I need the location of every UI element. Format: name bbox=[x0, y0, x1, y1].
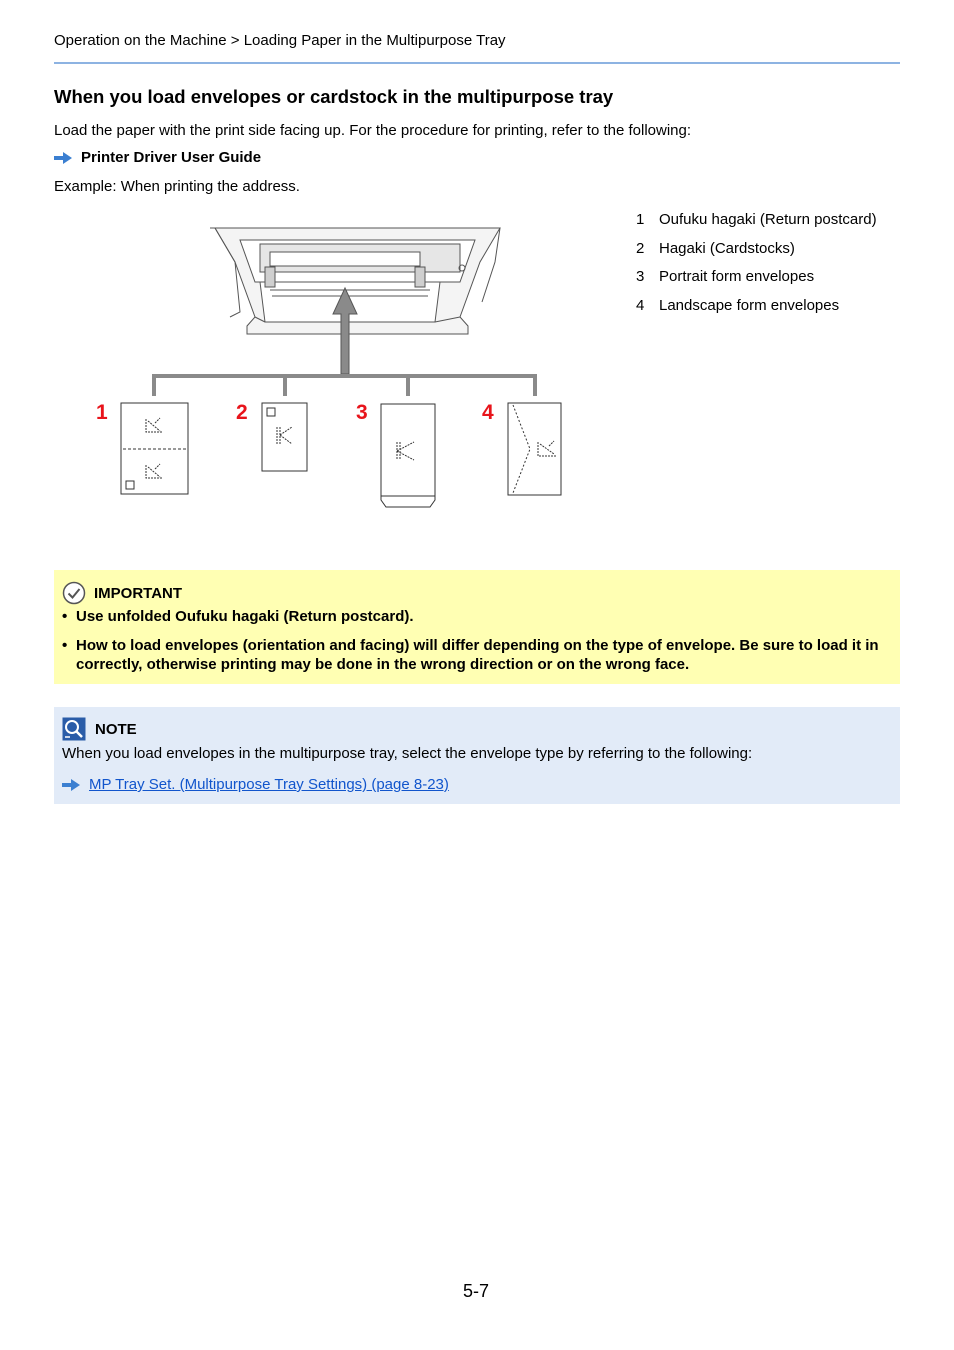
note-heading: NOTE bbox=[95, 720, 137, 738]
legend-item bbox=[636, 240, 877, 269]
intro-text: Load the paper with the print side facing up. For the procedure for printing, refer to the following: bbox=[54, 122, 692, 139]
breadcrumb: Operation on the Machine > Loading Paper in the Multipurpose Tray bbox=[54, 32, 506, 49]
important-heading: IMPORTANT bbox=[94, 584, 183, 602]
legend-number: 4 bbox=[636, 297, 645, 315]
bullet-dot: • bbox=[62, 608, 68, 625]
bullet-dot: • bbox=[62, 637, 68, 654]
note-box bbox=[54, 707, 900, 804]
reference-link[interactable] bbox=[54, 149, 261, 166]
note-link-row[interactable] bbox=[62, 776, 449, 793]
legend-number: 3 bbox=[636, 268, 645, 286]
envelope-portrait bbox=[381, 404, 435, 507]
important-bullet bbox=[62, 636, 882, 674]
checkmark-circle-icon bbox=[62, 581, 86, 605]
mp-tray-settings-link[interactable]: MP Tray Set. (Multipurpose Tray Settings) (page 8-23) bbox=[89, 776, 449, 793]
example-text: Example: When printing the address. bbox=[54, 178, 300, 195]
header-rule bbox=[54, 62, 900, 64]
note-text: When you load envelopes in the multipurpose tray, select the envelope type by referring to the following: bbox=[62, 745, 753, 762]
arrow-right-icon bbox=[54, 152, 72, 164]
envelope-hagaki bbox=[262, 403, 307, 471]
legend-number: 2 bbox=[636, 239, 645, 257]
bullet-text: How to load envelopes (orientation and facing) will differ depending on the type of envelope. Be sure to load it in correctly, otherwise printing may be done in the wrong direction or on the wrong face. bbox=[76, 637, 879, 673]
note-heading-row bbox=[62, 717, 137, 741]
printer-tray-drawing bbox=[210, 228, 500, 334]
legend-number: 1 bbox=[636, 211, 645, 228]
legend-label: Hagaki (Cardstocks) bbox=[659, 239, 795, 257]
reference-label: Printer Driver User Guide bbox=[81, 149, 262, 166]
legend-label: Landscape form envelopes bbox=[659, 297, 840, 315]
bullet-text: Use unfolded Oufuku hagaki (Return postcard). bbox=[76, 608, 414, 625]
legend-item bbox=[636, 297, 877, 326]
callout-1: 1 bbox=[96, 401, 108, 424]
envelope-landscape bbox=[508, 403, 561, 495]
page-number: 5-7 bbox=[463, 1281, 490, 1301]
callout-4: 4 bbox=[482, 401, 494, 424]
important-box bbox=[54, 570, 900, 684]
important-bullet bbox=[62, 607, 882, 626]
legend-label: Oufuku hagaki (Return postcard) bbox=[659, 211, 877, 228]
callout-3: 3 bbox=[356, 401, 368, 424]
envelope-loading-illustration bbox=[90, 222, 570, 522]
section-title: When you load envelopes or cardstock in the multipurpose tray bbox=[54, 86, 614, 107]
callout-2: 2 bbox=[236, 401, 248, 424]
note-icon bbox=[62, 717, 86, 741]
connector-bracket bbox=[152, 376, 537, 396]
legend-label: Portrait form envelopes bbox=[659, 268, 815, 286]
figure-legend bbox=[636, 211, 877, 326]
legend-item bbox=[636, 268, 877, 297]
legend-item bbox=[636, 211, 877, 240]
envelope-return-postcard bbox=[121, 403, 188, 494]
arrow-right-icon bbox=[62, 779, 80, 791]
important-heading-row bbox=[62, 581, 182, 605]
